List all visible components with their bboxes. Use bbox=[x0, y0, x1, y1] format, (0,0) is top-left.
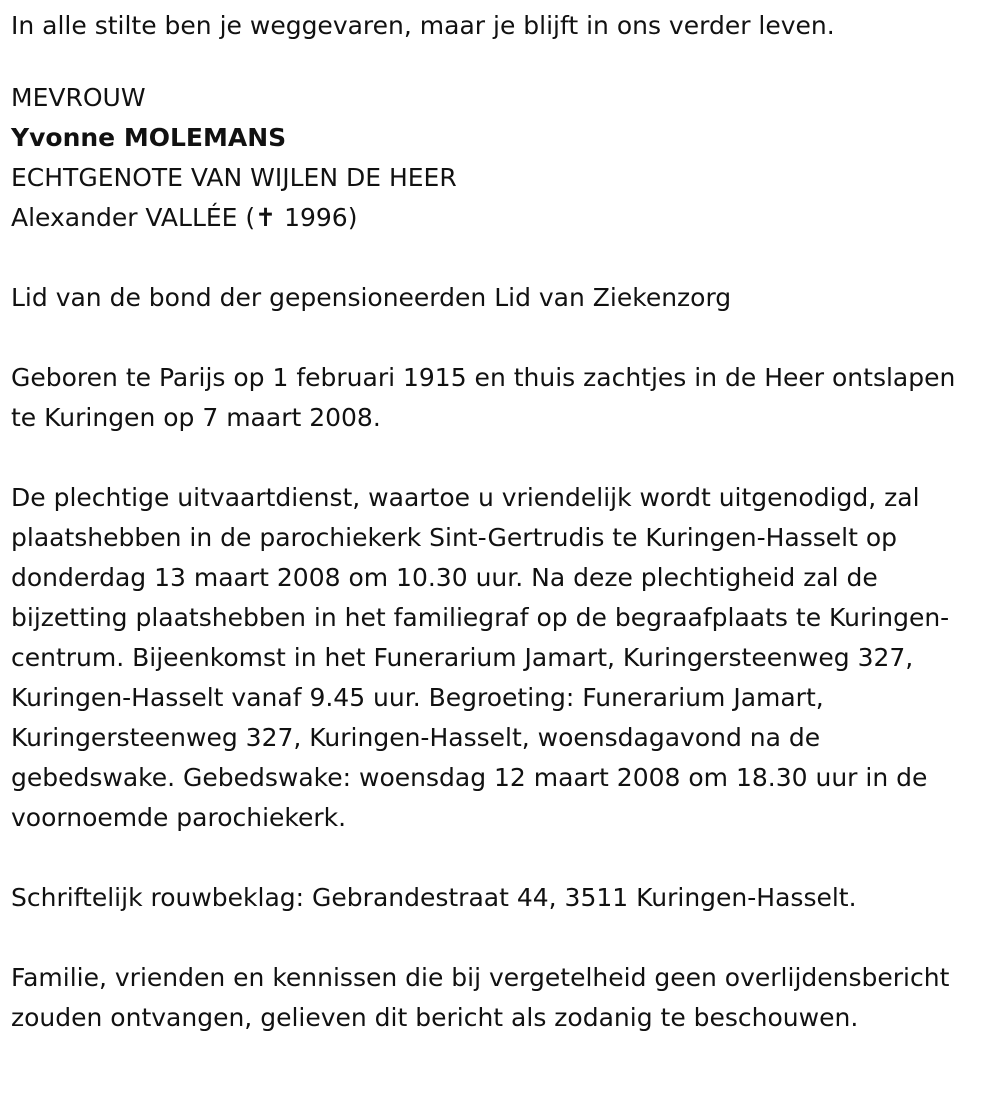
funeral-service-paragraph: De plechtige uitvaartdienst, waartoe u vriendelijk wordt uitgenodigd, zal plaatshebben in de parochiekerk Sint-Gertrudis te Kuringen-Hasselt op donderdag 13 maart 2008 om 10.30 uur. Na deze plechtigheid zal de bijzetting plaatshebben in het familiegraf op de begraafplaats te Kuringen-centrum. Bijeenkomst in het Funerarium Jamart, Kuringersteenweg 327, Kuringen-Hasselt vanaf 9.45 uur. Begroeting: Funerarium Jamart, Kuringersteenweg 327, Kuringen-Hasselt, woensdagavond na de gebedswake. Gebedswake: woensdag 12 maart 2008 om 18.30 uur in de voornoemde parochiekerk. bbox=[11, 483, 950, 832]
deceased-name: Yvonne MOLEMANS bbox=[11, 123, 287, 152]
spouse-title: ECHTGENOTE VAN WIJLEN DE HEER bbox=[11, 163, 457, 192]
motto-text: In alle stilte ben je weggevaren, maar je blijft in ons verder leven. bbox=[11, 11, 835, 40]
birth-death-paragraph: Geboren te Parijs op 1 februari 1915 en thuis zachtjes in de Heer ontslapen te Kuringen op 7 maart 2008. bbox=[11, 363, 956, 432]
spouse-name: Alexander VALLÉE (✝ 1996) bbox=[11, 203, 358, 232]
closing-paragraph: Familie, vrienden en kennissen die bij vergetelheid geen overlijdensbericht zouden ontvangen, gelieven dit bericht als zodanig te beschouwen. bbox=[11, 963, 950, 1032]
title-mevrouw: MEVROUW bbox=[11, 83, 146, 112]
memberships-text: Lid van de bond der gepensioneerden Lid van Ziekenzorg bbox=[11, 283, 732, 312]
obituary-notice bbox=[11, 0, 991, 1038]
condolences-paragraph: Schriftelijk rouwbeklag: Gebrandestraat 44, 3511 Kuringen-Hasselt. bbox=[11, 883, 857, 912]
